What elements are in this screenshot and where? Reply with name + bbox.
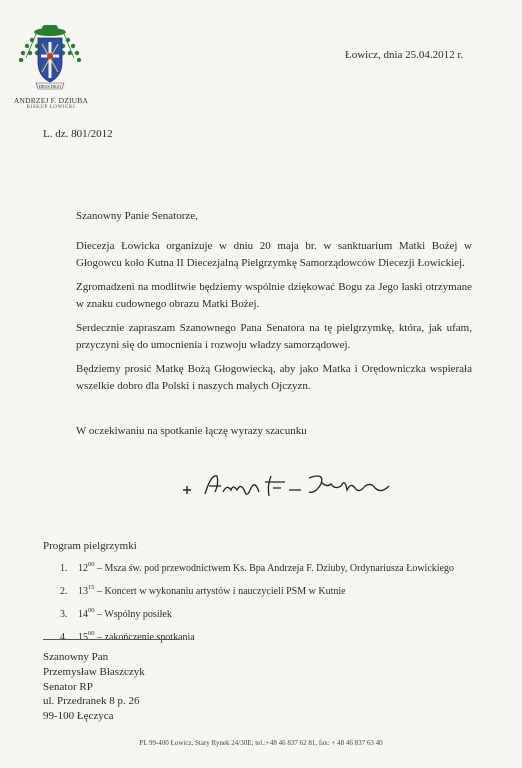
paragraph: Serdecznie zapraszam Szanownego Pana Senatora na tę pielgrzymkę, która, jak ufam, przyczyni się do umocnienia i rozwoju władzy samorządowej.	[76, 322, 472, 351]
item-hour: 12	[78, 563, 88, 574]
recipient-line: Szanowny Pan	[43, 651, 109, 663]
bishop-title: BISKUP ŁOWICKI	[26, 105, 76, 110]
salutation: Szanowny Panie Senatorze,	[76, 210, 198, 222]
recipient-line: 99-100 Łęczyca	[43, 710, 114, 723]
divider-line	[43, 639, 180, 640]
footer-address: PL 99-400 Łowicz, Stary Rynek 24/30E; tel.:+48 46 837 62 81, fax: + 48 46 837 63 40	[139, 739, 383, 747]
program-item	[60, 578, 454, 601]
recipient-line: ul. Przedranek 8 p. 26	[43, 695, 140, 708]
program-item	[60, 555, 454, 578]
paragraph: Diecezja Łowicka organizuje w dniu 20 maja br. w sanktuarium Matki Bożej w Głogowcu koło Kutna II Diecezjalną Pielgrzymkę Samorządowców Diecezji Łowickiej.	[76, 240, 472, 269]
item-number: 3.	[60, 609, 68, 620]
motto-text: DEUS DIGO	[38, 84, 62, 89]
closing-line: W oczekiwaniu na spotkanie łączę wyrazy szacunku	[76, 425, 307, 437]
program-list	[60, 555, 454, 647]
item-text: – zakończenie spotkania	[94, 632, 195, 643]
item-number: 4.	[60, 632, 68, 643]
item-text: – Wspólny posiłek	[94, 609, 172, 620]
program-item	[60, 624, 454, 647]
item-minutes: 15	[88, 584, 95, 591]
item-hour: 14	[78, 609, 88, 620]
recipient-line: Przemysław Błaszczyk	[43, 665, 145, 678]
bishop-name: ANDRZEJ F. DZIUBA	[13, 96, 89, 105]
reference-number: L. dz. 801/2012	[43, 128, 113, 140]
item-number: 1.	[60, 563, 68, 574]
handwritten-signature	[175, 470, 415, 502]
paragraph: Będziemy prosić Matkę Bożą Głogowiecką, aby jako Matka i Orędowniczka wspierała wszelkie dobro dla Polski i naszych małych Ojczyzn.	[76, 363, 472, 392]
coat-of-arms-logo	[14, 22, 86, 92]
place-date: Łowicz, dnia 25.04.2012 r.	[345, 49, 464, 61]
item-hour: 15	[78, 632, 88, 643]
recipient-address	[43, 650, 145, 724]
paragraph: Zgromadzeni na modlitwie będziemy wspólnie dziękować Bogu za Jego łaski otrzymane w znaku cudownego obrazu Matki Bożej.	[76, 281, 472, 310]
item-minutes: 00	[88, 607, 95, 614]
item-minutes: 00	[88, 630, 95, 637]
letter-body	[76, 238, 472, 402]
item-hour: 13	[78, 586, 88, 597]
recipient-line: Senator RP	[43, 680, 93, 693]
program-item	[60, 601, 454, 624]
item-minutes: 00	[88, 561, 95, 568]
item-text: – Msza św. pod przewodnictwem Ks. Bpa Andrzeja F. Dziuby, Ordynariusza Łowickiego	[94, 563, 454, 574]
program-title: Program pielgrzymki	[43, 540, 137, 552]
item-number: 2.	[60, 586, 68, 597]
item-text: – Koncert w wykonaniu artystów i nauczycieli PSM w Kutnie	[94, 586, 346, 597]
